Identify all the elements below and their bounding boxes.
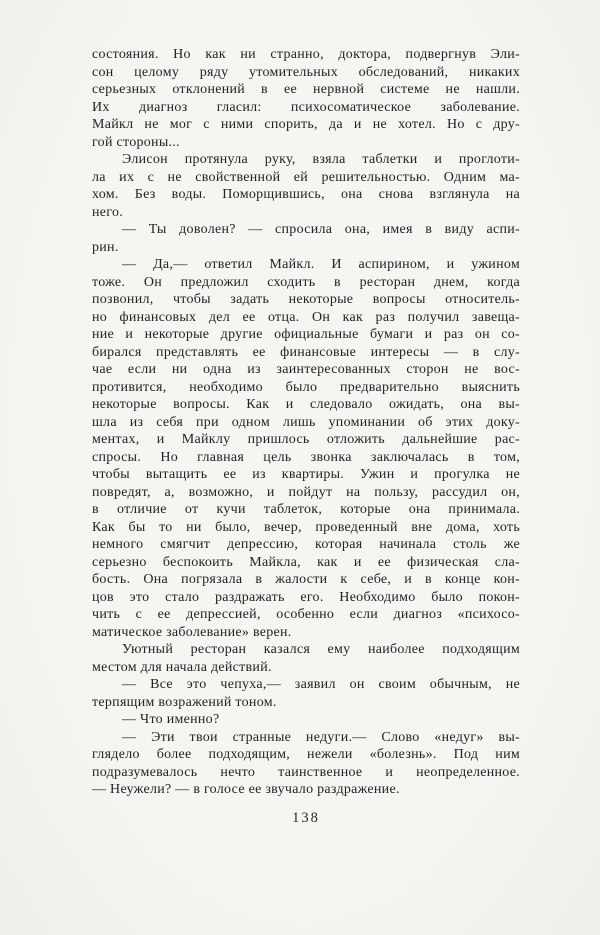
text-line: бирался представлять ее финансовые интересы — в слу- [92,344,520,360]
text-line: — Все это чепуха,— заявил он своим обычным, не [122,677,520,692]
text-line: матическое заболевание» верен. [92,624,292,640]
text-line: сон целому ряду утомительных обследований, никаких [92,64,520,80]
text-line: противится, необходимо было предварительно выяснить [92,379,520,395]
text-line: шла из себя при одном лишь упоминании об этих доку- [92,414,520,430]
text-line: терпящим возражений тоном. [92,694,277,710]
text-line: ла их с не свойственной ей решительностью. Одним ма- [92,169,520,185]
paragraph [92,711,520,729]
text-line: спросы. Но главная цель звонка заключалась в том, [92,449,520,465]
text-line: ние и некоторые другие официальные бумаги и раз он со- [92,327,520,342]
text-line: некоторые вопросы. Как и следовало ожидать, она вы- [92,397,520,412]
text-line: бость. Она погрязала в жалости к себе, и в конце кон- [92,572,520,587]
text-line: в отличие от кучи таблеток, которые она принимала. [92,502,520,517]
text-line: Как бы то ни было, вечер, проведенный вне дома, хоть [92,519,520,535]
text-line: Майкл не мог с ними спорить, да и не хотел. Но с дру- [92,117,520,132]
text-line: рин. [92,239,119,255]
text-line: чить с ее депрессией, особенно если диагноз «психосо- [92,607,520,622]
text-line: хом. Без воды. Поморщившись, она снова взглянула на [92,187,520,202]
paragraph [92,46,520,151]
text-line: — Эти твои странные недуги.— Слово «недуг» вы- [122,729,520,745]
text-line: ментах, и Майклу пришлось отложить дальнейшие рас- [92,432,520,447]
text-line: Элисон протянула руку, взяла таблетки и проглоти- [122,152,520,167]
text-line: позвонил, чтобы задать некоторые вопросы относитель- [92,292,520,307]
paragraph [92,641,520,676]
text-line: Их диагноз гласил: психосоматическое заболевание. [92,99,520,115]
paragraph [92,151,520,221]
paragraph [92,256,520,641]
text-line: но финансовых дел ее отца. Он как раз получил завеща- [92,309,520,325]
paragraph [92,676,520,711]
text-line: — Ты доволен? — спросила она, имея в виду аспи- [122,222,520,237]
text-line: цов это стало раздражать его. Необходимо было покон- [92,589,520,605]
text-line: серьезно беспокоить Майкла, как и ее физическая сла- [92,554,520,570]
text-line: глядело более подходящим, нежели «болезнь». Под ним [92,747,520,762]
text-line: гой стороны... [92,134,180,150]
text-line: подразумевалось нечто таинственное и неопределенное. [92,764,520,780]
paragraph [92,221,520,256]
text-line: немного смягчит депрессию, которая начинала столь же [92,537,520,552]
text-line: — Неужели? — в голосе ее звучало раздражение. [92,782,400,797]
text-line: него. [92,204,123,220]
text-line: повредят, а, возможно, и пойдут на пользу, рассудил он, [92,484,520,500]
page-number: 138 [292,810,320,826]
text-line: — Что именно? [122,712,220,727]
text-line: чае если ни одна из заинтересованных сторон не вос- [92,362,520,377]
text-block [92,46,520,799]
text-line: тоже. Он предложил сходить в ресторан днем, когда [92,274,520,290]
text-line: серьезных отклонений в ее нервной системе не нашли. [92,82,520,97]
text-line: состояния. Но как ни странно, доктора, подвергнув Эли- [92,47,520,62]
text-line: местом для начала действий. [92,659,272,675]
text-line: чтобы вытащить ее из квартиры. Ужин и прогулка не [92,467,520,482]
paragraph [92,729,520,799]
text-line: — Да,— ответил Майкл. И аспирином, и ужином [122,257,520,272]
text-line: Уютный ресторан казался ему наиболее подходящим [122,642,520,657]
